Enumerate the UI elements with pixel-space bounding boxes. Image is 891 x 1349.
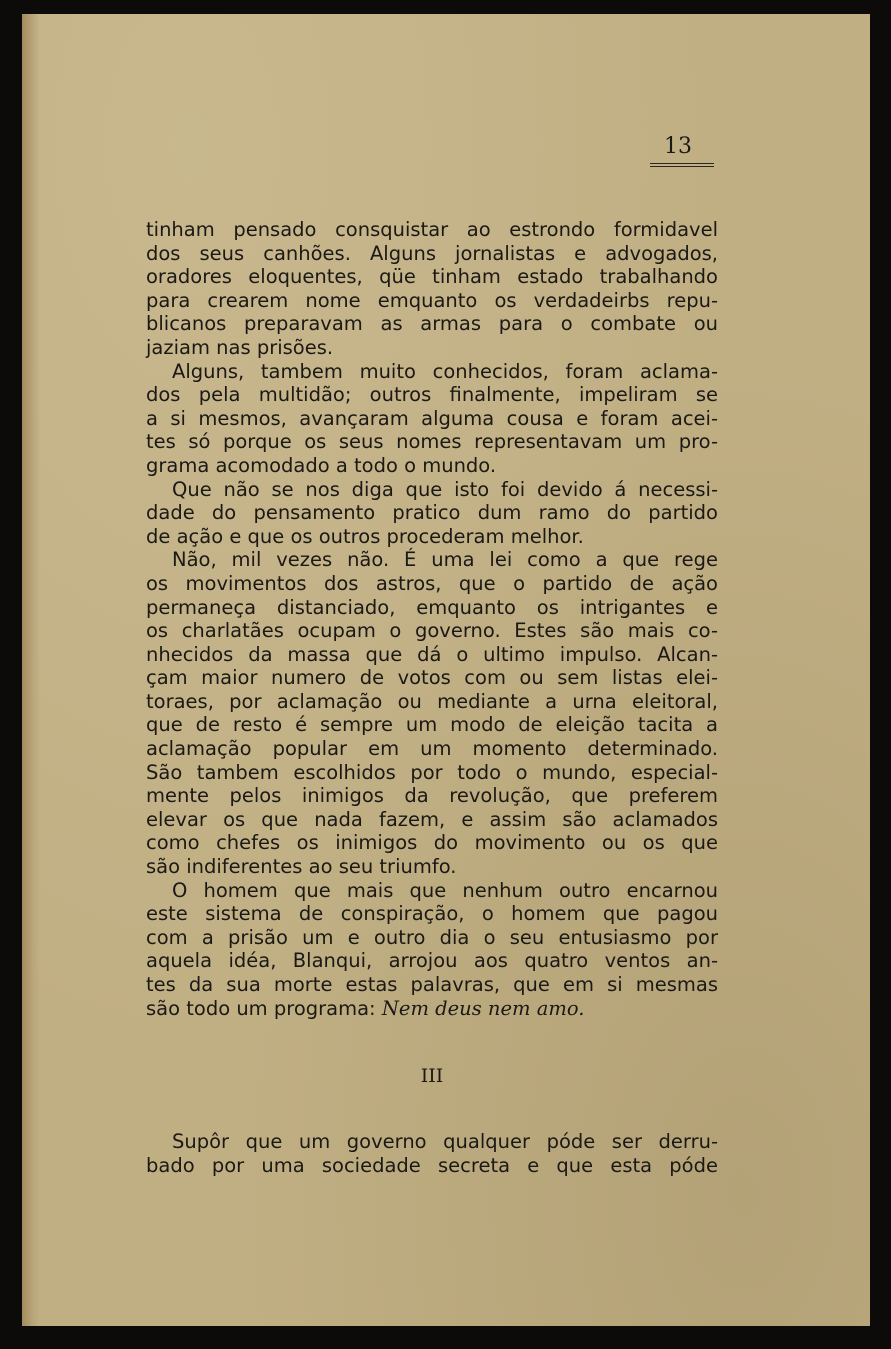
text-line: Supôr que um governo qualquer póde ser derru- <box>172 1130 718 1154</box>
text-line: são indiferentes ao seu triumfo. <box>146 855 457 879</box>
text-line: tes da sua morte estas palavras, que em si mesmas <box>146 973 718 996</box>
text-line: os charlatães ocupam o governo. Estes são mais co- <box>146 619 718 643</box>
text-line: este sistema de conspiração, o homem que pagou <box>146 902 718 926</box>
text-line: blicanos preparavam as armas para o combate ou <box>146 312 718 336</box>
page-number-rule <box>650 163 714 167</box>
section-heading: III <box>420 1065 444 1088</box>
text-line: Não, mil vezes não. É uma lei como a que rege <box>172 548 718 572</box>
text-line: mente pelos inimigos da revolução, que preferem <box>146 784 718 808</box>
text-line: permaneça distanciado, emquanto os intrigantes e <box>146 595 718 619</box>
text-line: os movimentos dos astros, que o partido de ação <box>146 571 718 595</box>
text-line: Alguns, tambem muito conhecidos, foram aclama- <box>172 359 718 383</box>
text-line: toraes, por aclamação ou mediante a urna eleitoral, <box>146 689 718 713</box>
text-line: com a prisão um e outro dia o seu entusiasmo por <box>146 925 718 949</box>
text-line: tes só porque os seus nomes representavam um pro- <box>146 430 718 454</box>
text-line: jaziam nas prisões. <box>146 335 334 359</box>
text-line: de ação e que os outros procederam melhor. <box>146 524 584 548</box>
text-line: Que não se nos diga que isto foi devido á necessi- <box>172 477 718 501</box>
text-line: aquela idéa, Blanqui, arrojou aos quatro ventos an- <box>146 949 718 973</box>
text-line: para crearem nome emquanto os verdadeirbs repu- <box>146 288 718 312</box>
text-line: dos pela multidão; outros finalmente, impeliram se <box>146 383 718 407</box>
text-fragment: são todo um programa: <box>146 996 376 1020</box>
page-edge-shadow <box>22 14 40 1326</box>
blanqui-motto: Nem deus nem amo. <box>381 996 585 1020</box>
text-line: como chefes os inimigos do movimento ou os que <box>146 831 718 855</box>
body-text <box>146 218 718 1177</box>
text-line: bado por uma sociedade secreta e que esta póde <box>146 1153 718 1177</box>
text-line: tinham pensado consquistar ao estrondo formidavel <box>146 218 718 241</box>
text-line: aclamação popular em um momento determinado. <box>146 737 718 761</box>
text-line: oradores eloquentes, qüe tinham estado trabalhando <box>146 265 718 289</box>
page-number: 13 <box>664 134 692 159</box>
text-line: nhecidos da massa que dá o ultimo impulso. Alcan- <box>146 642 718 666</box>
text-line: çam maior numero de votos com ou sem listas elei- <box>146 666 718 690</box>
text-line: que de resto é sempre um modo de eleição tacita a <box>146 713 718 737</box>
paper-page <box>22 14 870 1326</box>
text-line: a si mesmos, avançaram alguma cousa e foram acei- <box>146 406 718 430</box>
text-line: O homem que mais que nenhum outro encarnou <box>172 878 718 902</box>
text-line: dos seus canhões. Alguns jornalistas e advogados, <box>146 241 718 265</box>
text-line-with-motto <box>146 997 718 1021</box>
text-line: grama acomodado a todo o mundo. <box>146 453 497 477</box>
text-line: dade do pensamento pratico dum ramo do partido <box>146 501 718 525</box>
text-line: elevar os que nada fazem, e assim são aclamados <box>146 807 718 831</box>
text-line: São tambem escolhidos por todo o mundo, especial- <box>146 760 718 784</box>
